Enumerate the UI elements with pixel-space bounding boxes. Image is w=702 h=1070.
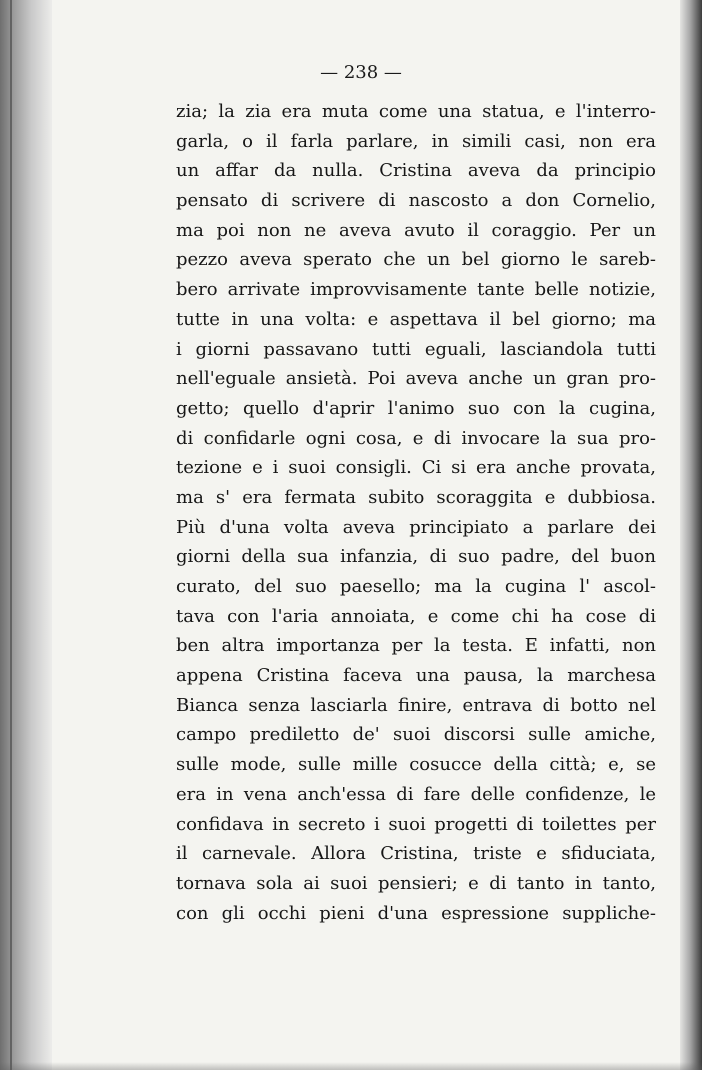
text-line: giorni della sua infanzia, di suo padre, del buon xyxy=(176,546,656,568)
binding-shadow xyxy=(0,0,52,1070)
text-line: confidava in secreto i suoi progetti di toilettes per xyxy=(176,813,656,835)
text-line: zia; la zia era muta come una statua, e l'interro- xyxy=(176,101,656,122)
text-line: appena Cristina faceva una pausa, la marchesa xyxy=(176,665,656,687)
text-line: curato, del suo paesello; ma la cugina l' ascol- xyxy=(176,576,656,597)
text-line: garla, o il farla parlare, in simili casi, non era xyxy=(176,130,656,152)
text-line: un affar da nulla. Cristina aveva da principio xyxy=(176,160,656,182)
text-line: bero arrivate improvvisamente tante belle notizie, xyxy=(176,279,656,301)
text-line: era in vena anch'essa di fare delle confidenze, le xyxy=(176,783,656,805)
binding-line xyxy=(10,0,12,1070)
text-line: con gli occhi pieni d'una espressione suppliche- xyxy=(176,902,656,924)
text-line: Più d'una volta aveva principiato a parlare dei xyxy=(176,516,656,538)
text-line: di confidarle ogni cosa, e di invocare la sua pro- xyxy=(176,427,656,449)
text-line: Bianca senza lasciarla finire, entrava di botto nel xyxy=(176,694,656,716)
text-line: il carnevale. Allora Cristina, triste e sfiduciata, xyxy=(176,843,656,865)
text-line: i giorni passavano tutti eguali, lasciandola tutti xyxy=(176,338,656,360)
text-line: tutte in una volta: e aspettava il bel giorno; ma xyxy=(176,308,656,330)
page-edge-shadow xyxy=(680,0,702,1070)
bottom-edge-shadow xyxy=(0,1062,702,1070)
text-line: ben altra importanza per la testa. E infatti, non xyxy=(176,635,656,657)
text-line: nell'eguale ansietà. Poi aveva anche un gran pro- xyxy=(176,368,656,390)
text-line: sulle mode, sulle mille cosucce della città; e, se xyxy=(176,754,656,776)
text-line: getto; quello d'aprir l'animo suo con la cugina, xyxy=(176,397,656,419)
text-line: tornava sola ai suoi pensieri; e di tanto in tanto, xyxy=(176,872,656,894)
text-line: tezione e i suoi consigli. Ci si era anche provata, xyxy=(176,457,656,479)
text-line: ma poi non ne aveva avuto il coraggio. Per un xyxy=(176,219,656,241)
body-text xyxy=(176,97,656,928)
text-line: ma s' era fermata subito scoraggita e dubbiosa. xyxy=(176,486,656,508)
text-line: campo prediletto de' suoi discorsi sulle amiche, xyxy=(176,724,656,746)
text-line: tava con l'aria annoiata, e come chi ha cose di xyxy=(176,605,656,627)
text-line: pezzo aveva sperato che un bel giorno le sareb- xyxy=(176,249,656,271)
page-number: — 238 — xyxy=(320,62,402,83)
text-line: pensato di scrivere di nascosto a don Cornelio, xyxy=(176,190,656,212)
